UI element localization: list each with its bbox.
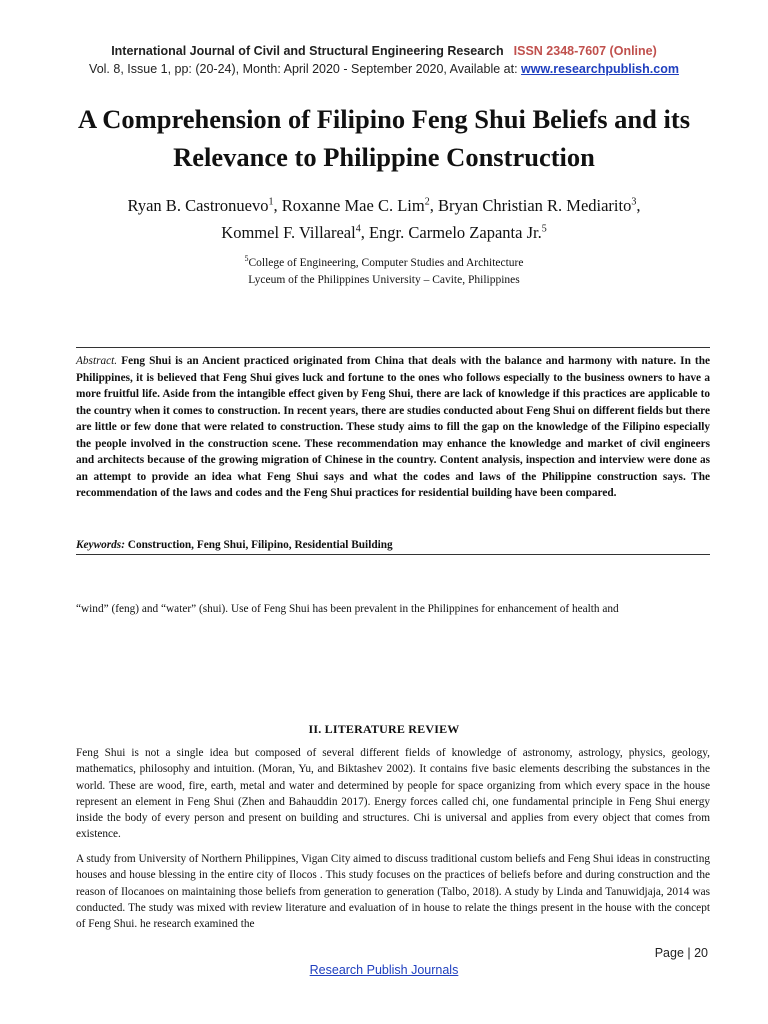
keywords-text: Construction, Feng Shui, Filipino, Residential Building [127,539,393,551]
author-list [40,190,728,245]
journal-name: International Journal of Civil and Structural Engineering Research [111,44,504,58]
author: Bryan Christian R. Mediarito$^3$, [437,195,641,215]
issue-line [0,62,768,76]
journal-header [0,44,768,58]
keywords [76,537,710,553]
body-paragraph: A study from University of Northern Philippines, Vigan City aimed to discuss traditional custom beliefs and Feng Shui ideas in constructing houses and house blessing in the entire city of Ilocos . This study focuses on the practices of beliefs before and during construction and the reason of Ilocanoes on maintaining those beliefs from generation to generation (Talbo, 2018). A study by Linda and Tanuwidjaja, 2014 was conducted. The study was mixed with review literature and evaluation of in house to relate the things present in the house with the concept of Feng Shui. he research examined the [76,853,710,931]
affiliation [40,250,728,289]
body-fragment: “wind” (feng) and “water” (shui). Use of Feng Shui has been prevalent in the Philippines for enhancement of health and [76,603,619,615]
author: Kommel F. Villareal$^4$, [221,223,369,242]
author: Roxanne Mae C. Lim$^2$, [281,195,438,215]
issn-label: ISSN 2348-7607 (Online) [513,44,657,58]
website-link[interactable]: www.researchpublish.com [521,62,679,76]
issue-text: Vol. 8, Issue 1, pp: (20-24), Month: April 2020 - September 2020, Available at: [89,62,522,76]
body-paragraph: Feng Shui is not a single idea but composed of several different fields of knowledge of astronomy, astrology, physics, geology, mathematics, philosophy and intuition. (Moran, Yu, and Biktashev 2002). It contains five basic elements describing the substances in the world. These are wood, fire, earth, metal and water and determined by people for space organizing from which every space in the house represent an element in Feng Shui (Zhen and Bahauddin 2017). Energy forces called chi, one fundamental principle in Feng Shui energy inside the body of every person and present on building and structures. Chi is universal and applies from every object that comes from existence. [76,747,710,841]
author: Ryan B. Castronuevo$^1$, [127,195,282,215]
abstract [76,353,710,502]
author: Engr. Carmelo Zapanta Jr.$^5$ [368,223,547,242]
affiliation-line: $^5$College of Engineering, Computer Studies and Architecture [244,254,524,269]
publisher-link[interactable]: Research Publish Journals [309,963,459,977]
paper-title: A Comprehension of Filipino Feng Shui Beliefs and its Relevance to Philippine Construction [77,104,691,172]
abstract-top-rule [76,347,710,348]
section-heading: II. LITERATURE REVIEW [308,722,460,736]
abstract-text: Feng Shui is an Ancient practiced originated from China that deals with the balance and harmony with nature. In the Philippines, it is believed that Feng Shui gives luck and fortune to the ones who follows especially to the business owners to have a more fruitful life. Aside from the intangible effect given by Feng Shui, there are lack of knowledge if this practices are applicable to the country when it comes to construction. In recent years, there are studies conducted about Feng Shui on different fields but there are little or few done that were related to construction. These study aims to fill the gap on the knowledge of the Filipino especially the people involved in the construction scene. These recommendation may enhance the knowledge and market of civil engineers and architects because of the growing migration of Chinese in the country. Content analysis, inspection and interview were done as an attempt to provide an idea what Feng Shui says and what the codes and laws of the Philippine construction says. The recommendation of the laws and codes and the Feng Shui practices for residential building have been compared. [76,355,710,499]
keywords-label: Keywords: [76,539,125,551]
abstract-label: Abstract. [76,355,118,367]
page-number: Page | 20 [654,946,708,960]
abstract-bottom-rule [76,554,710,555]
affiliation-line: Lyceum of the Philippines University – Cavite, Philippines [248,273,520,286]
publisher-footer [0,963,768,977]
